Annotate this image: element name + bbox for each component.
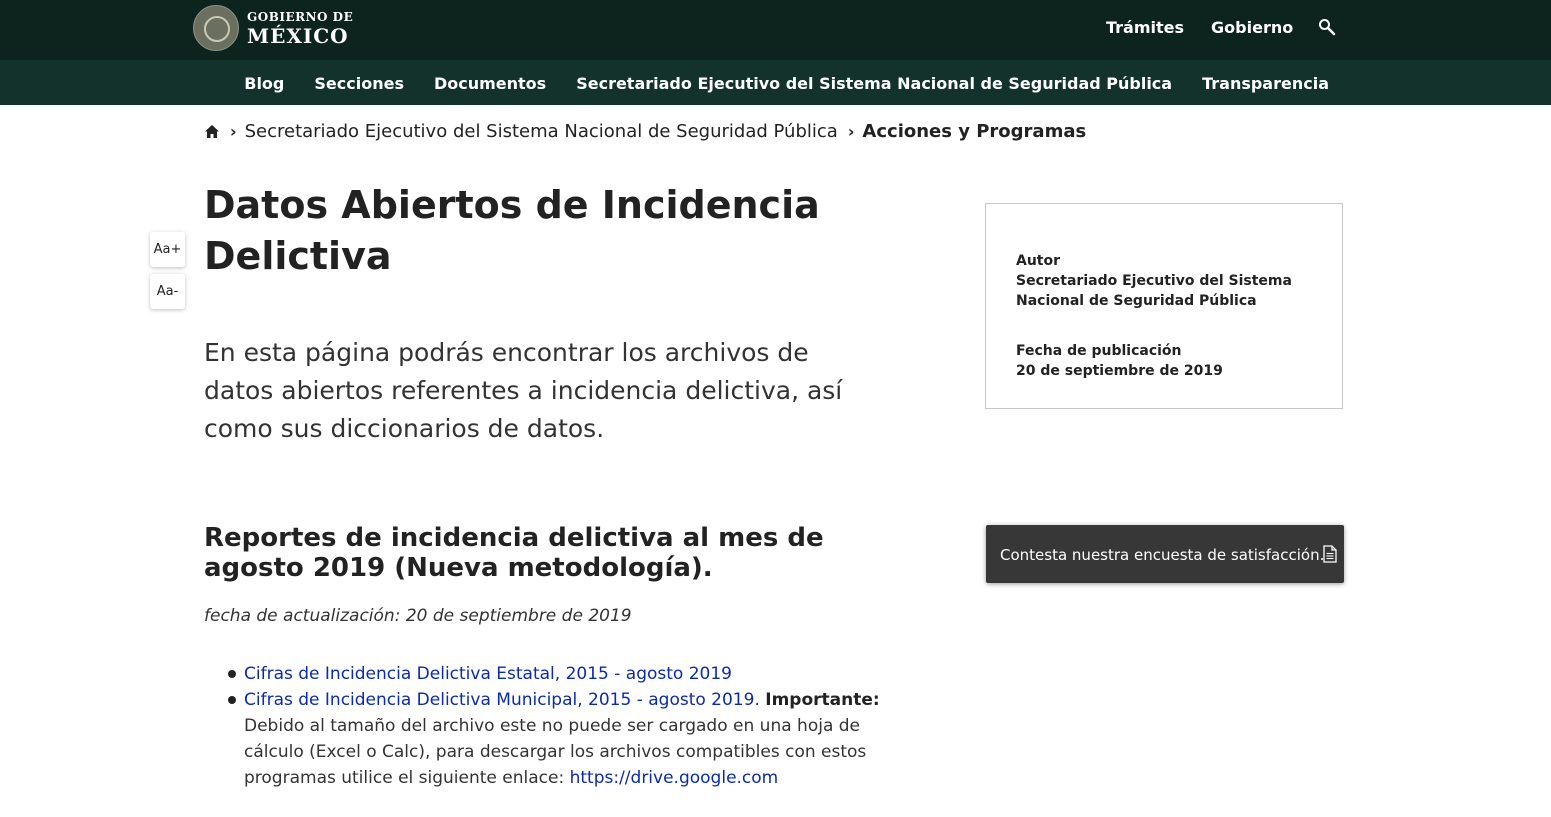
- important-label: Importante:: [765, 690, 880, 710]
- chevron-right-icon: ›: [847, 122, 855, 141]
- list-item: [244, 661, 884, 687]
- survey-button[interactable]: [986, 525, 1344, 583]
- municipal-data-link[interactable]: Cifras de Incidencia Delictiva Municipal, 2015 - agosto 2019.: [244, 690, 760, 710]
- increase-font-button[interactable]: Aa+: [150, 232, 185, 267]
- document-icon: [1323, 545, 1337, 563]
- nav-gobierno[interactable]: Gobierno: [1211, 18, 1294, 37]
- update-date: fecha de actualización: 20 de septiembre de 2019: [204, 606, 632, 626]
- breadcrumb-current: Acciones y Programas: [862, 121, 1087, 142]
- subnav-blog[interactable]: Blog: [244, 74, 285, 93]
- subnav-transparencia[interactable]: Transparencia: [1202, 74, 1329, 93]
- search-icon[interactable]: [1318, 18, 1336, 36]
- top-nav: [1106, 18, 1320, 37]
- top-header: [0, 0, 1551, 60]
- date-value: 20 de septiembre de 2019: [1016, 363, 1223, 379]
- important-note: Debido al tamaño del archivo este no puede ser cargado en una hoja de cálculo (Excel o Calc), para descargar los archivos compatibles con estos programas utilice el siguiente enlace:: [244, 716, 867, 788]
- date-label: Fecha de publicación: [1016, 343, 1182, 359]
- download-list: [204, 661, 884, 791]
- chevron-right-icon: ›: [230, 122, 237, 141]
- publication-info-box: [985, 203, 1343, 409]
- estatal-data-link[interactable]: Cifras de Incidencia Delictiva Estatal, 2015 - agosto 2019: [244, 664, 732, 684]
- survey-label: Contesta nuestra encuesta de satisfacción.: [1000, 546, 1325, 564]
- subnav-secretariado[interactable]: Secretariado Ejecutivo del Sistema Nacional de Seguridad Pública: [576, 74, 1173, 93]
- gobierno-logo[interactable]: [193, 5, 353, 51]
- section-nav: [0, 60, 1551, 105]
- logo-line2: MÉXICO: [247, 23, 349, 48]
- logo-line1: GOBIERNO DE: [247, 9, 354, 24]
- logo-text: [247, 11, 353, 46]
- home-icon[interactable]: [204, 124, 220, 139]
- nav-tramites[interactable]: Trámites: [1106, 18, 1185, 37]
- breadcrumb: [204, 121, 1086, 142]
- decrease-font-button[interactable]: Aa-: [150, 274, 185, 309]
- lead-paragraph: En esta página podrás encontrar los archivos de datos abiertos referentes a incidencia delictiva, así como sus diccionarios de datos.: [204, 338, 843, 443]
- list-item: [244, 687, 884, 791]
- subnav-documentos[interactable]: Documentos: [433, 74, 547, 93]
- subnav-secciones[interactable]: Secciones: [314, 74, 404, 93]
- author-value: Secretariado Ejecutivo del Sistema Nacional de Seguridad Pública: [1016, 273, 1292, 309]
- breadcrumb-parent[interactable]: Secretariado Ejecutivo del Sistema Nacional de Seguridad Pública: [244, 121, 838, 142]
- page-title: Datos Abiertos de Incidencia Delictiva: [204, 183, 820, 278]
- drive-link[interactable]: https://drive.google.com: [569, 768, 779, 788]
- section-title: Reportes de incidencia delictiva al mes de agosto 2019 (Nueva metodología).: [204, 523, 824, 583]
- author-label: Autor: [1016, 253, 1061, 269]
- coat-of-arms-icon: [193, 5, 239, 51]
